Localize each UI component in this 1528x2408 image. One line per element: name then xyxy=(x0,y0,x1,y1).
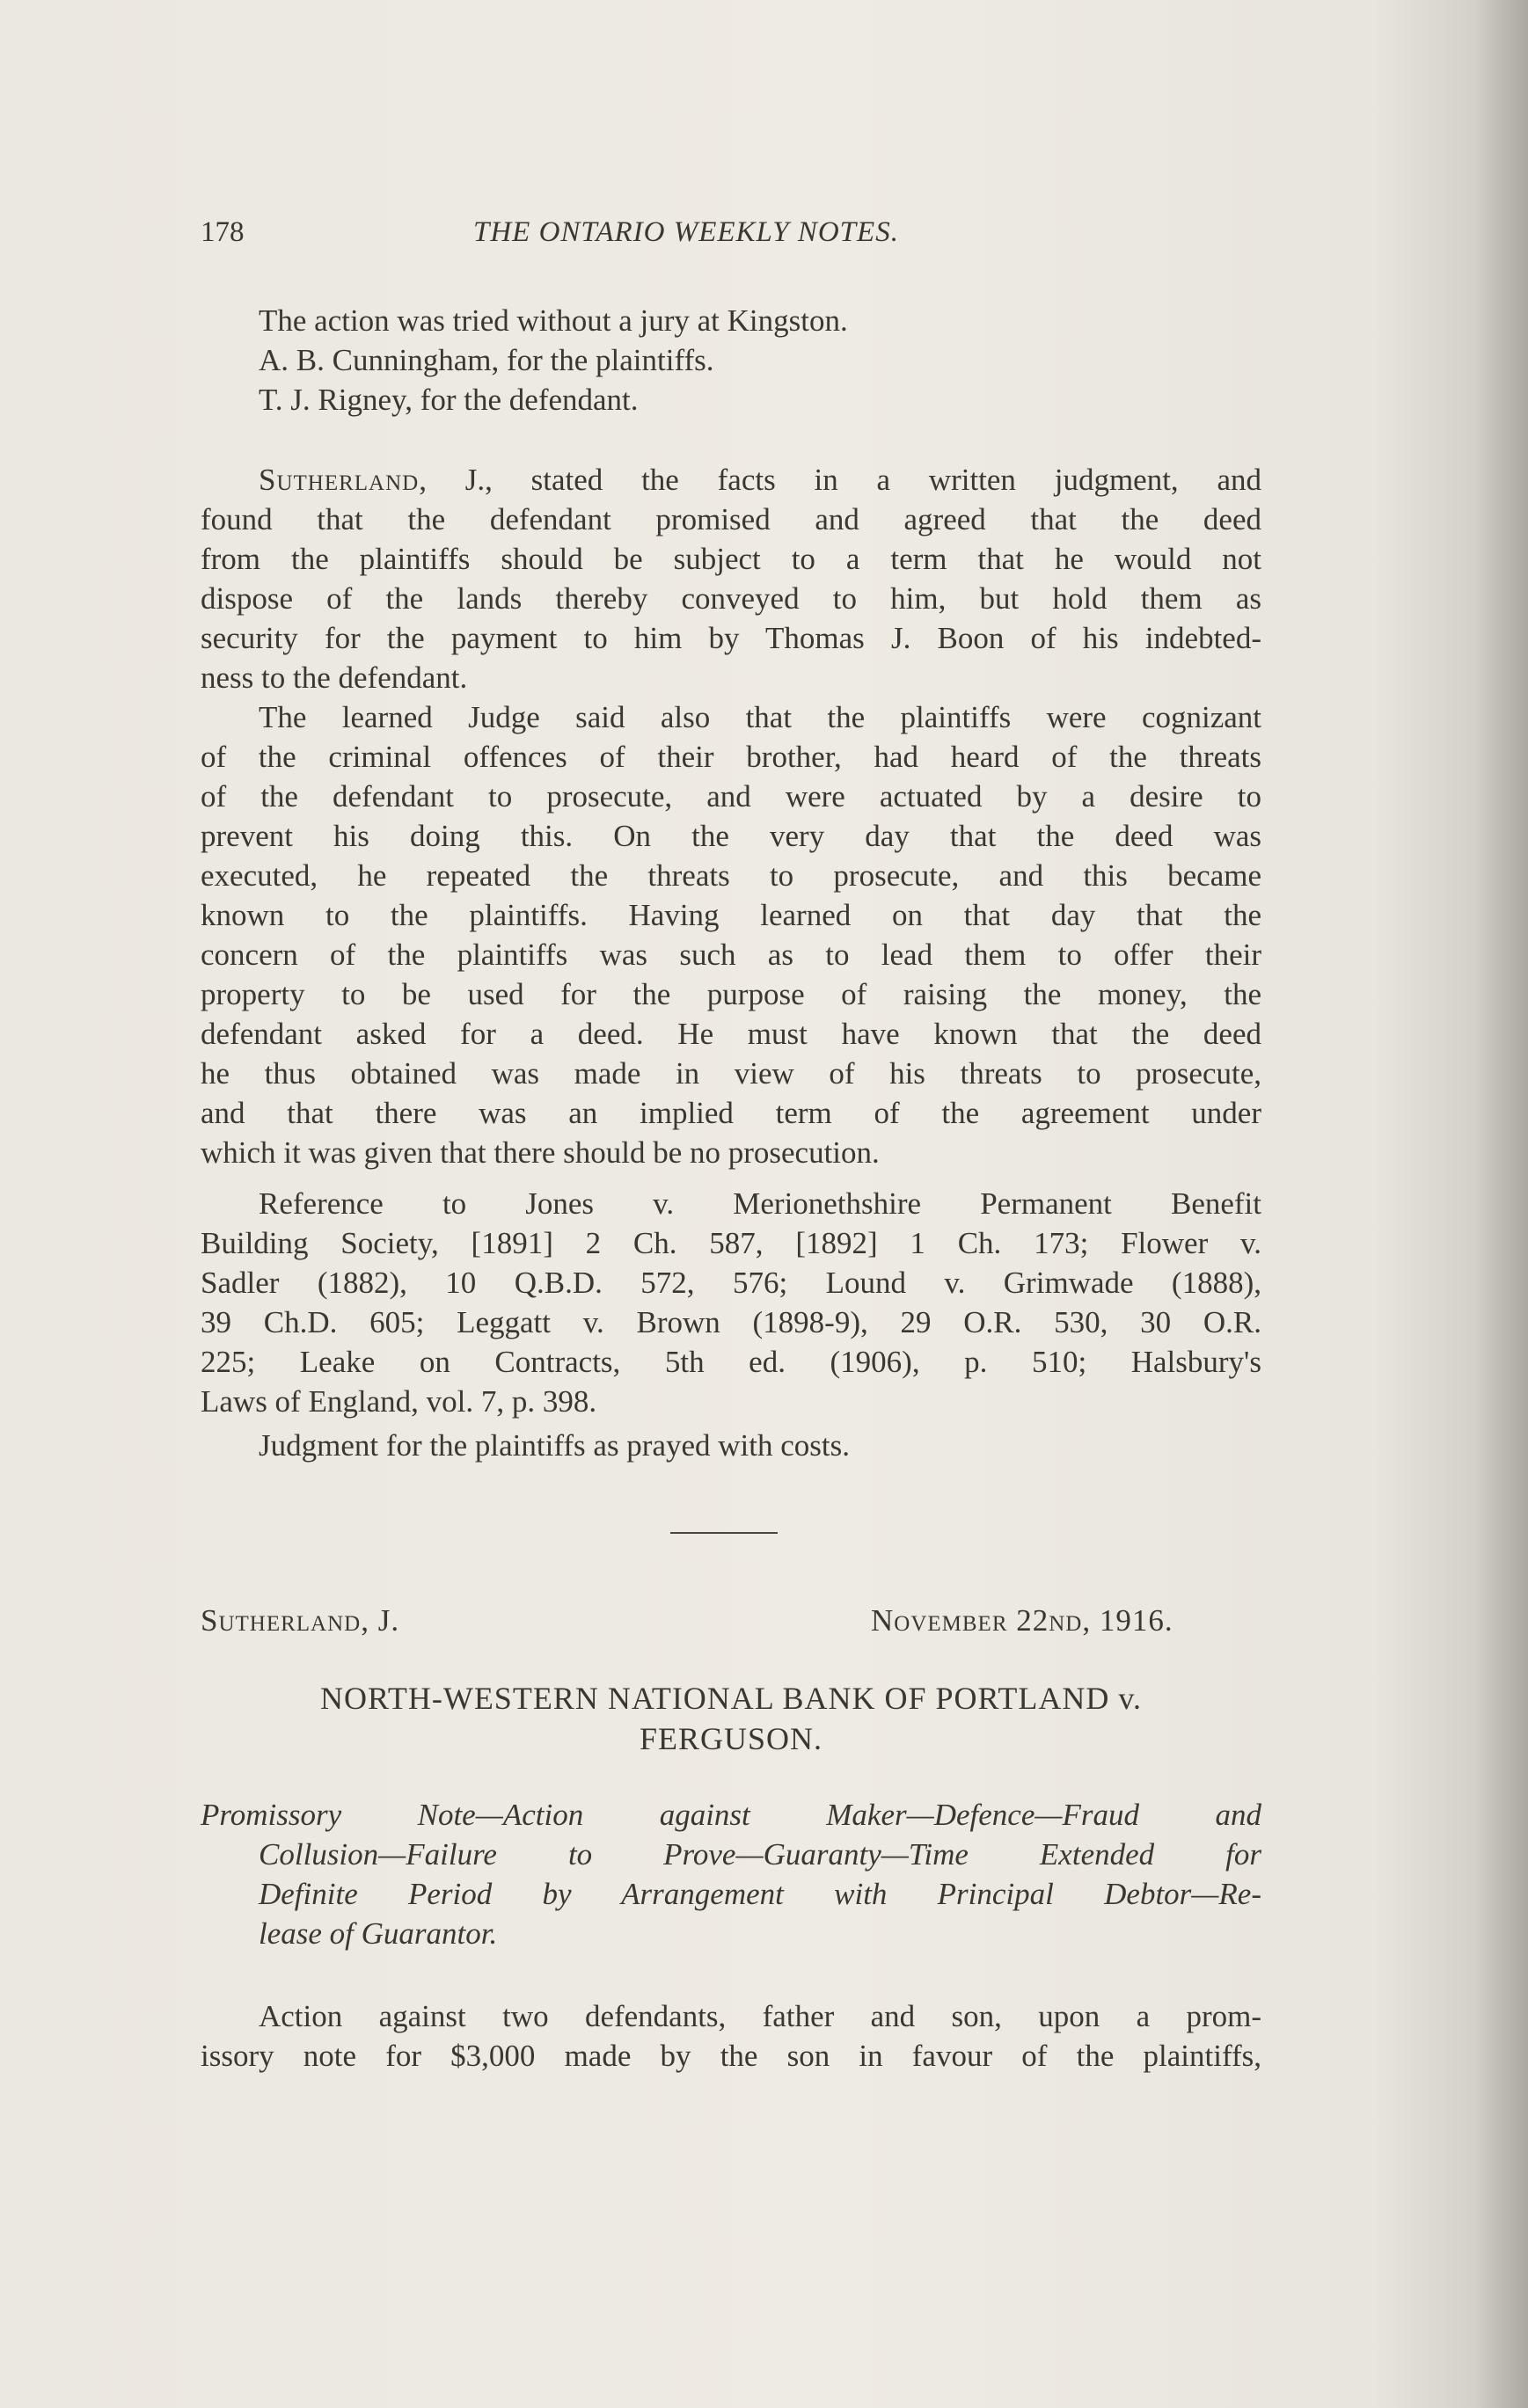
judgment-p1-line: security for the payment to him by Thomas J. Boon of his indebted- xyxy=(201,621,1261,655)
references-line: Building Society, [1891] 2 Ch. 587, [1892] 1 Ch. 173; Flower v. xyxy=(201,1226,1261,1260)
opening-line: issory note for $3,000 made by the son in favour of the plaintiffs, xyxy=(201,2039,1261,2073)
judgment-p2-line: which it was given that there should be no prosecution. xyxy=(201,1135,880,1170)
section-divider xyxy=(670,1532,778,1534)
references-line: Sadler (1882), 10 Q.B.D. 572, 576; Lound v. Grimwade (1888), xyxy=(201,1266,1261,1300)
judgment-p1-line: found that the defendant promised and agreed that the deed xyxy=(201,502,1261,536)
judgment-p2-line: of the criminal offences of their brother, had heard of the threats xyxy=(201,740,1261,774)
judgment-p2-line: executed, he repeated the threats to prosecute, and this became xyxy=(201,858,1261,893)
judgment-p2-line: and that there was an implied term of the agreement under xyxy=(201,1096,1261,1130)
page-header xyxy=(201,216,1261,260)
headnote-line: Collusion—Failure to Prove—Guaranty—Time Extended for xyxy=(259,1837,1261,1872)
judgment-p2-line: concern of the plaintiffs was such as to lead them to offer their xyxy=(201,938,1261,972)
judgment-p2-line: he thus obtained was made in view of his threats to prosecute, xyxy=(201,1056,1261,1091)
judgment-p1-line: ness to the defendant. xyxy=(201,660,468,695)
page-number: 178 xyxy=(201,216,245,248)
references-line: 39 Ch.D. 605; Leggatt v. Brown (1898-9), 29 O.R. 530, 30 O.R. xyxy=(201,1305,1261,1339)
judge-name: Sutherland xyxy=(259,463,420,497)
references-line: 225; Leake on Contracts, 5th ed. (1906), p. 510; Halsbury's xyxy=(201,1345,1261,1379)
next-case-judge: Sutherland, J. xyxy=(201,1603,400,1638)
judgment-p2-line: The learned Judge said also that the plaintiffs were cognizant xyxy=(259,700,1261,734)
headnote-line: lease of Guarantor. xyxy=(259,1916,498,1951)
next-case-date: November 22nd, 1916. xyxy=(871,1603,1173,1638)
plaintiffs-counsel: A. B. Cunningham, for the plaintiffs. xyxy=(259,343,714,377)
trial-line: The action was tried without a jury at Kingston. xyxy=(259,303,848,338)
running-title: THE ONTARIO WEEKLY NOTES. xyxy=(473,216,899,248)
case-title-line-1: NORTH-WESTERN NATIONAL BANK OF PORTLAND v. xyxy=(320,1681,1142,1716)
judgment-p2-line: known to the plaintiffs. Having learned on that day that the xyxy=(201,898,1261,932)
judgment-p1-line-1: Sutherland, J., stated the facts in a written judgment, and xyxy=(259,463,1261,497)
judgment-p2-line: property to be used for the purpose of raising the money, the xyxy=(201,977,1261,1011)
headnote-line: Promissory Note—Action against Maker—Defence—Fraud and xyxy=(201,1798,1261,1832)
judgment-p1-line: from the plaintiffs should be subject to a term that he would not xyxy=(201,542,1261,576)
defendant-counsel: T. J. Rigney, for the defendant. xyxy=(259,383,639,417)
judgment-p2-line: defendant asked for a deed. He must have known that the deed xyxy=(201,1017,1261,1051)
judgment-p1-line: dispose of the lands thereby conveyed to him, but hold them as xyxy=(201,581,1261,616)
page-edge-shadow xyxy=(1475,0,1528,2408)
case-title-line-2: FERGUSON. xyxy=(639,1721,823,1756)
judgment-p2-line: of the defendant to prosecute, and were actuated by a desire to xyxy=(201,779,1261,814)
judgment-p2-line: prevent his doing this. On the very day that the deed was xyxy=(201,819,1261,853)
references-line: Reference to Jones v. Merionethshire Permanent Benefit xyxy=(259,1186,1261,1221)
opening-line: Action against two defendants, father and son, upon a prom- xyxy=(259,1999,1261,2033)
judgment-result: Judgment for the plaintiffs as prayed with costs. xyxy=(259,1428,851,1463)
references-line: Laws of England, vol. 7, p. 398. xyxy=(201,1384,597,1419)
headnote-line: Definite Period by Arrangement with Principal Debtor—Re- xyxy=(259,1877,1261,1911)
